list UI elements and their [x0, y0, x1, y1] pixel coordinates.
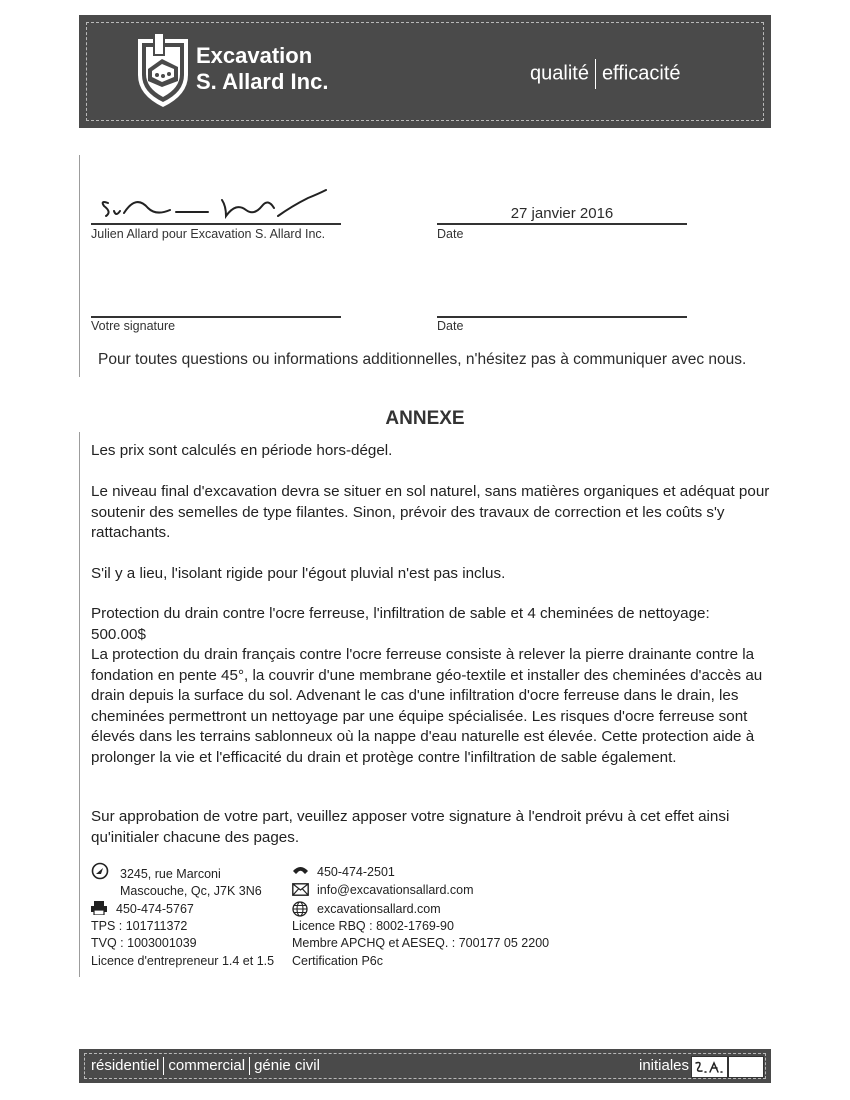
- client-signature-caption: Votre signature: [91, 319, 176, 333]
- tagline-left: qualité: [530, 62, 589, 85]
- annexe-text-4-line1: Protection du drain contre l'ocre ferreuse, l'infiltration de sable et 4 cheminées de nettoyage:: [91, 605, 710, 622]
- annexe-paragraph-3: [91, 564, 771, 585]
- phone-icon: [292, 865, 309, 877]
- company-logo-icon: [132, 31, 194, 109]
- signer-date-line: [437, 223, 687, 225]
- footer-bar: [79, 1049, 771, 1083]
- company-name-line2: S. Allard Inc.: [196, 69, 329, 94]
- annexe-text-5: Sur approbation de votre part, veuillez apposer votre signature à l'endroit prévu à cet effet ainsi qu'initialer chacune des pages.: [91, 808, 730, 846]
- annexe-text-4-body: La protection du drain français contre l'ocre ferreuse consiste à relever la pierre drainante contre la fondation en pente 45°, la couvrir d'une membrane géo-textile et installer des cheminées d'accès au drain depuis la surface du sol. Advenant le cas d'une infiltration d'ocre ferreuse dans le drain, les cheminées permettront un nettoyage par une équipe spécialisée. Les risques d'ocre ferreuse sont élevés dans les terrains sablonneux où la nappe d'eau naturelle est élevée. Cette protection aide à prolonger la vie et l'efficacité du drain et protège contre l'infiltration de sable également.: [91, 646, 763, 766]
- annexe-text-4-price: 500.00$: [91, 625, 146, 643]
- company-name-line1: Excavation: [196, 43, 313, 68]
- annexe-text-2: Le niveau final d'excavation devra se situer en sol naturel, sans matières organiques et adéquat pour soutenir des semelles de type filantes. Sinon, prévoir des travaux de correction et les coûts s'y rattachants.: [91, 483, 770, 541]
- annexe-paragraph-2: [91, 482, 771, 544]
- annexe-paragraph-4: [91, 604, 771, 768]
- company-name: [196, 43, 328, 95]
- licence-entrepreneur: Licence d'entrepreneur 1.4 et 1.5: [91, 954, 275, 968]
- tagline: [530, 59, 681, 89]
- initials-box-company: [691, 1056, 728, 1078]
- category-divider: [249, 1057, 250, 1075]
- category-residential: résidentiel: [91, 1057, 160, 1074]
- category-commercial: commercial: [168, 1057, 246, 1074]
- tvq-number: TVQ : 1003001039: [91, 936, 197, 950]
- membre-apchq: Membre APCHQ et AESEQ. : 700177 05 2200: [292, 936, 550, 950]
- licence-rbq: Licence RBQ : 8002-1769-90: [292, 919, 454, 933]
- fax-number: 450-474-5767: [116, 902, 194, 916]
- address-line-1: 3245, rue Marconi: [120, 867, 221, 881]
- annexe-text-3: S'il y a lieu, l'isolant rigide pour l'égout pluvial n'est pas inclus.: [91, 565, 506, 582]
- signer-date-caption: Date: [437, 227, 464, 241]
- client-date-caption: Date: [437, 319, 464, 333]
- location-icon: [91, 862, 109, 880]
- category-divider: [163, 1057, 164, 1075]
- annexe-paragraph-1: [91, 441, 771, 462]
- email-address[interactable]: info@excavationsallard.com: [317, 883, 474, 897]
- certification: Certification P6c: [292, 954, 384, 968]
- globe-icon: [292, 901, 308, 917]
- margin-rule-bottom: [79, 432, 80, 977]
- signer-signature-line: [91, 223, 341, 225]
- phone-number[interactable]: 450-474-2501: [317, 865, 395, 879]
- margin-rule-top: [79, 155, 80, 377]
- initials-box-client[interactable]: [728, 1056, 764, 1078]
- initials-handwriting: [692, 1057, 727, 1077]
- client-date-line[interactable]: [437, 316, 687, 318]
- initials-label: initiales: [639, 1057, 690, 1074]
- website-url[interactable]: excavationsallard.com: [317, 902, 441, 916]
- tagline-divider: [595, 59, 596, 89]
- annexe-text-1: Les prix sont calculés en période hors-dégel.: [91, 442, 393, 459]
- service-categories: [91, 1057, 320, 1075]
- contact-note: Pour toutes questions ou informations additionnelles, n'hésitez pas à communiquer avec nous.: [98, 351, 747, 368]
- annexe-paragraph-5: [91, 807, 771, 848]
- handwritten-signature: [96, 186, 336, 224]
- email-icon: [292, 883, 309, 896]
- category-civil-engineering: génie civil: [254, 1057, 320, 1074]
- client-signature-line[interactable]: [91, 316, 341, 318]
- address-line-2: Mascouche, Qc, J7K 3N6: [120, 884, 262, 898]
- fax-icon: [91, 901, 107, 915]
- tps-number: TPS : 101711372: [91, 919, 188, 933]
- signature-date-value: 27 janvier 2016: [510, 205, 614, 222]
- annexe-title: ANNEXE: [385, 408, 465, 429]
- header-banner: [79, 15, 771, 128]
- signer-caption: Julien Allard pour Excavation S. Allard Inc.: [91, 227, 326, 241]
- tagline-right: efficacité: [601, 62, 681, 85]
